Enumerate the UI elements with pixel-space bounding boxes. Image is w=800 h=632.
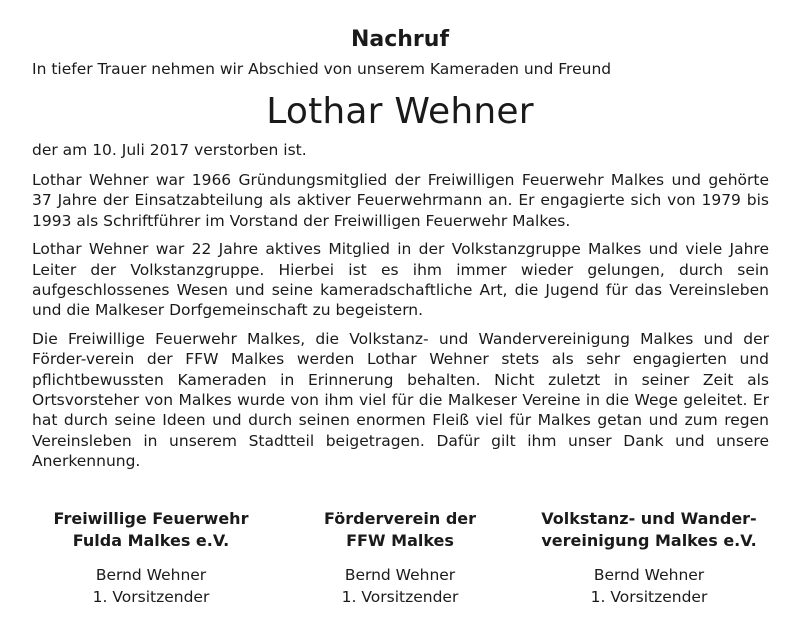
signer-role: 1. Vorsitzender bbox=[92, 588, 210, 606]
paragraph-folk-dance: Lothar Wehner war 22 Jahre aktives Mitglied in der Volkstanzgruppe Malkes und viele Jahre Leiter der Volkstanzgruppe. Hierbei ist es ihm immer wieder gelungen, durch sein aufgeschlossenes Wesen und seine kameradschaftliche Art, die Jugend für das Vereinsleben und die Malkeser Dorfgemeinschaft zu begeistern. bbox=[32, 240, 769, 320]
org-name-line2: FFW Malkes bbox=[346, 531, 454, 550]
org-signature bbox=[280, 564, 520, 608]
org-support-association bbox=[280, 508, 520, 608]
signer-name: Bernd Wehner bbox=[95, 566, 207, 584]
signer-role: 1. Vorsitzender bbox=[590, 588, 708, 606]
org-name-line1: Freiwillige Feuerwehr bbox=[53, 509, 249, 528]
org-name-line1: Volkstanz- und Wander- bbox=[541, 509, 757, 528]
paragraph-fire-brigade: Lothar Wehner war 1966 Gründungsmitglied der Freiwilligen Feuerwehr Malkes und gehörte 37 Jahre der Einsatzabteilung als aktiver Feuerwehrmann an. Er engagierte sich von 1979 bis 1993 als Schriftführer im Vorstand der Freiwilligen Feuerwehr Malkes. bbox=[32, 171, 769, 230]
org-signature bbox=[529, 564, 769, 608]
notice-heading: Nachruf bbox=[350, 27, 450, 52]
intro-line: In tiefer Trauer nehmen wir Abschied von unserem Kameraden und Freund bbox=[32, 60, 612, 78]
paragraph-remembrance: Die Freiwillige Feuerwehr Malkes, die Volkstanz- und Wandervereinigung Malkes und der Förder-verein der FFW Malkes werden Lothar Wehner stets als sehr engagierten und pflichtbewussten Kameraden in Erinnerung behalten. Nicht zuletzt in seiner Zeit als Ortsvorsteher von Malkes wurde von ihm viel für die Malkeser Vereine in die Wege geleitet. Er hat durch seine Ideen und durch seinen enormen Fleiß viel für Malkes getan und zum regen Vereinsleben in unserem Stadtteil beigetragen. Dafür gilt ihm unser Dank und unsere Anerkennung. bbox=[32, 329, 769, 471]
signature-block bbox=[31, 508, 769, 608]
org-fire-brigade bbox=[31, 508, 271, 608]
signer-role: 1. Vorsitzender bbox=[341, 588, 459, 606]
signer-name: Bernd Wehner bbox=[344, 566, 456, 584]
date-of-death-line: der am 10. Juli 2017 verstorben ist. bbox=[32, 141, 307, 159]
org-name-line2: Fulda Malkes e.V. bbox=[72, 531, 230, 550]
org-name-line2: vereinigung Malkes e.V. bbox=[541, 531, 757, 550]
org-name bbox=[31, 508, 271, 552]
org-name-line1: Förderverein der bbox=[323, 509, 477, 528]
org-name bbox=[280, 508, 520, 552]
signer-name: Bernd Wehner bbox=[593, 566, 705, 584]
org-name bbox=[529, 508, 769, 552]
deceased-name: Lothar Wehner bbox=[266, 91, 534, 132]
org-folk-dance-association bbox=[529, 508, 769, 608]
org-signature bbox=[31, 564, 271, 608]
